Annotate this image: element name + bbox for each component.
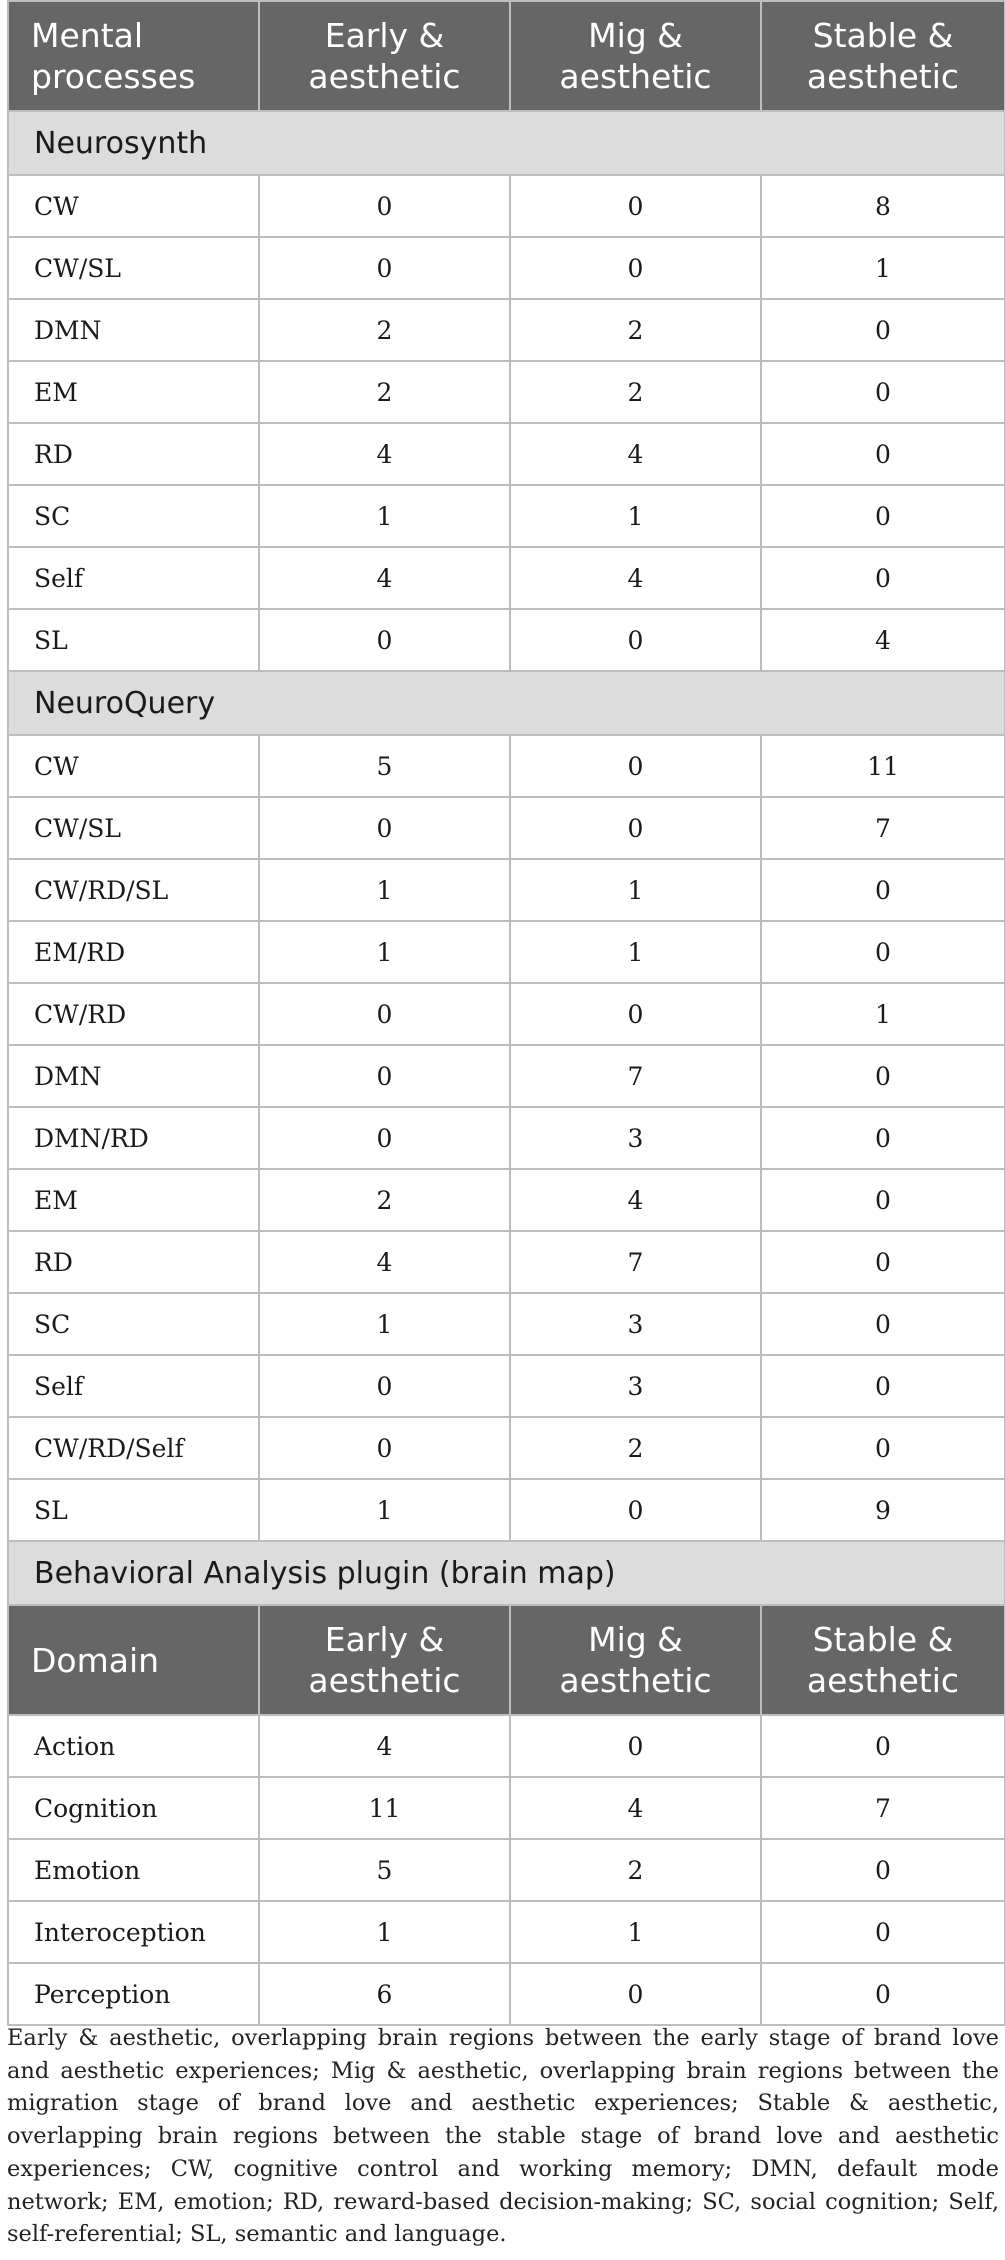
table-row <box>8 1715 1005 1777</box>
row-label: CW/SL <box>8 237 259 299</box>
row-value: 0 <box>761 423 1005 485</box>
row-label: CW <box>8 735 259 797</box>
row-value: 4 <box>510 1777 761 1839</box>
section-title: Neurosynth <box>8 111 1005 175</box>
table-row <box>8 1417 1005 1479</box>
row-label: Self <box>8 547 259 609</box>
row-value: 3 <box>510 1107 761 1169</box>
row-value: 1 <box>259 921 510 983</box>
table-row <box>8 1963 1005 2025</box>
row-label: SC <box>8 1293 259 1355</box>
row-label: DMN <box>8 299 259 361</box>
row-label: Perception <box>8 1963 259 2025</box>
table-row <box>8 423 1005 485</box>
row-value: 4 <box>259 1231 510 1293</box>
row-value: 2 <box>510 361 761 423</box>
subheader-cell: Mig & aesthetic <box>510 1605 761 1715</box>
row-value: 0 <box>510 237 761 299</box>
row-value: 0 <box>761 1045 1005 1107</box>
row-value: 0 <box>761 1715 1005 1777</box>
table-row <box>8 237 1005 299</box>
row-label: DMN/RD <box>8 1107 259 1169</box>
row-label: CW/RD/SL <box>8 859 259 921</box>
row-value: 11 <box>761 735 1005 797</box>
row-value: 5 <box>259 1839 510 1901</box>
table-row <box>8 1045 1005 1107</box>
row-value: 0 <box>259 175 510 237</box>
row-value: 5 <box>259 735 510 797</box>
row-value: 0 <box>510 1715 761 1777</box>
section-row-behavioral <box>8 1541 1005 1605</box>
row-value: 0 <box>761 1231 1005 1293</box>
row-value: 1 <box>259 859 510 921</box>
row-value: 7 <box>761 797 1005 859</box>
row-label: CW <box>8 175 259 237</box>
row-label: RD <box>8 423 259 485</box>
row-value: 4 <box>510 1169 761 1231</box>
row-label: Action <box>8 1715 259 1777</box>
row-value: 4 <box>761 609 1005 671</box>
row-value: 0 <box>510 735 761 797</box>
row-label: SL <box>8 1479 259 1541</box>
row-label: Emotion <box>8 1839 259 1901</box>
section-title: NeuroQuery <box>8 671 1005 735</box>
row-value: 1 <box>259 485 510 547</box>
row-value: 2 <box>259 299 510 361</box>
table-row <box>8 1355 1005 1417</box>
table-row <box>8 1777 1005 1839</box>
row-value: 1 <box>510 859 761 921</box>
table-row <box>8 797 1005 859</box>
row-label: Self <box>8 1355 259 1417</box>
row-label: SC <box>8 485 259 547</box>
row-value: 1 <box>259 1479 510 1541</box>
header-mig-aesthetic: Mig & aesthetic <box>510 1 761 111</box>
section-row-neuroquery <box>8 671 1005 735</box>
table-row <box>8 1169 1005 1231</box>
row-value: 1 <box>510 921 761 983</box>
row-value: 0 <box>761 361 1005 423</box>
table-row <box>8 983 1005 1045</box>
row-value: 0 <box>510 609 761 671</box>
row-value: 4 <box>510 423 761 485</box>
section-title: Behavioral Analysis plugin (brain map) <box>8 1541 1005 1605</box>
table-row <box>8 1479 1005 1541</box>
row-value: 0 <box>761 1901 1005 1963</box>
table-row <box>8 175 1005 237</box>
row-value: 1 <box>259 1901 510 1963</box>
row-value: 0 <box>761 1107 1005 1169</box>
row-value: 0 <box>761 921 1005 983</box>
row-value: 0 <box>510 1963 761 2025</box>
row-label: CW/SL <box>8 797 259 859</box>
table-header-row <box>8 1 1005 111</box>
subheader-cell: Domain <box>8 1605 259 1715</box>
row-value: 2 <box>510 1417 761 1479</box>
row-value: 0 <box>510 175 761 237</box>
row-label: EM <box>8 361 259 423</box>
row-value: 0 <box>259 237 510 299</box>
header-early-aesthetic: Early & aesthetic <box>259 1 510 111</box>
row-value: 4 <box>259 423 510 485</box>
row-label: Cognition <box>8 1777 259 1839</box>
row-value: 11 <box>259 1777 510 1839</box>
table-row <box>8 1293 1005 1355</box>
row-label: CW/RD/Self <box>8 1417 259 1479</box>
row-value: 3 <box>510 1355 761 1417</box>
row-label: Interoception <box>8 1901 259 1963</box>
row-value: 0 <box>510 1479 761 1541</box>
row-value: 7 <box>761 1777 1005 1839</box>
row-value: 1 <box>510 1901 761 1963</box>
row-value: 0 <box>761 1355 1005 1417</box>
row-value: 7 <box>510 1231 761 1293</box>
row-value: 4 <box>259 1715 510 1777</box>
row-value: 0 <box>761 485 1005 547</box>
row-value: 2 <box>259 1169 510 1231</box>
row-value: 1 <box>259 1293 510 1355</box>
row-value: 0 <box>761 299 1005 361</box>
row-value: 0 <box>761 1169 1005 1231</box>
table-row <box>8 1231 1005 1293</box>
row-value: 3 <box>510 1293 761 1355</box>
row-value: 7 <box>510 1045 761 1107</box>
table-row <box>8 921 1005 983</box>
row-value: 2 <box>510 1839 761 1901</box>
table-row <box>8 1107 1005 1169</box>
row-label: DMN <box>8 1045 259 1107</box>
row-value: 0 <box>259 1417 510 1479</box>
row-value: 0 <box>259 609 510 671</box>
row-value: 6 <box>259 1963 510 2025</box>
row-value: 4 <box>259 547 510 609</box>
table-subheader-row <box>8 1605 1005 1715</box>
results-table <box>7 0 1005 2026</box>
row-value: 2 <box>510 299 761 361</box>
row-value: 1 <box>761 983 1005 1045</box>
row-value: 0 <box>259 1107 510 1169</box>
row-value: 0 <box>761 1417 1005 1479</box>
row-value: 0 <box>259 983 510 1045</box>
row-value: 1 <box>761 237 1005 299</box>
subheader-cell: Early & aesthetic <box>259 1605 510 1715</box>
row-label: CW/RD <box>8 983 259 1045</box>
table-row <box>8 609 1005 671</box>
row-value: 0 <box>761 1963 1005 2025</box>
table-row <box>8 299 1005 361</box>
row-value: 0 <box>259 1045 510 1107</box>
row-value: 1 <box>510 485 761 547</box>
table-row <box>8 859 1005 921</box>
row-label: SL <box>8 609 259 671</box>
data-table-container <box>7 0 1004 2026</box>
row-value: 0 <box>259 1355 510 1417</box>
table-row <box>8 1839 1005 1901</box>
row-value: 8 <box>761 175 1005 237</box>
section-row-neurosynth <box>8 111 1005 175</box>
row-value: 2 <box>259 361 510 423</box>
row-value: 0 <box>761 547 1005 609</box>
header-mental-processes: Mental processes <box>8 1 259 111</box>
row-value: 4 <box>510 547 761 609</box>
table-row <box>8 735 1005 797</box>
row-value: 0 <box>761 859 1005 921</box>
row-value: 0 <box>259 797 510 859</box>
row-value: 0 <box>510 983 761 1045</box>
header-stable-aesthetic: Stable & aesthetic <box>761 1 1005 111</box>
table-row <box>8 361 1005 423</box>
row-value: 0 <box>510 797 761 859</box>
row-label: EM/RD <box>8 921 259 983</box>
table-row <box>8 547 1005 609</box>
table-row <box>8 485 1005 547</box>
table-row <box>8 1901 1005 1963</box>
table-footnote: Early & aesthetic, overlapping brain regions between the early stage of brand love and aesthetic experiences; Mig & aesthetic, overlapping brain regions between the migration stage of brand love and aesthetic experiences; Stable & aesthetic, overlapping brain regions between the stable stage of brand love and aesthetic experiences; CW, cognitive control and working memory; DMN, default mode network; EM, emotion; RD, reward-based decision-making; SC, social cognition; Self, self-referential; SL, semantic and language. <box>7 2025 999 2248</box>
row-label: EM <box>8 1169 259 1231</box>
row-value: 0 <box>761 1839 1005 1901</box>
row-value: 9 <box>761 1479 1005 1541</box>
row-value: 0 <box>761 1293 1005 1355</box>
row-label: RD <box>8 1231 259 1293</box>
subheader-cell: Stable & aesthetic <box>761 1605 1005 1715</box>
